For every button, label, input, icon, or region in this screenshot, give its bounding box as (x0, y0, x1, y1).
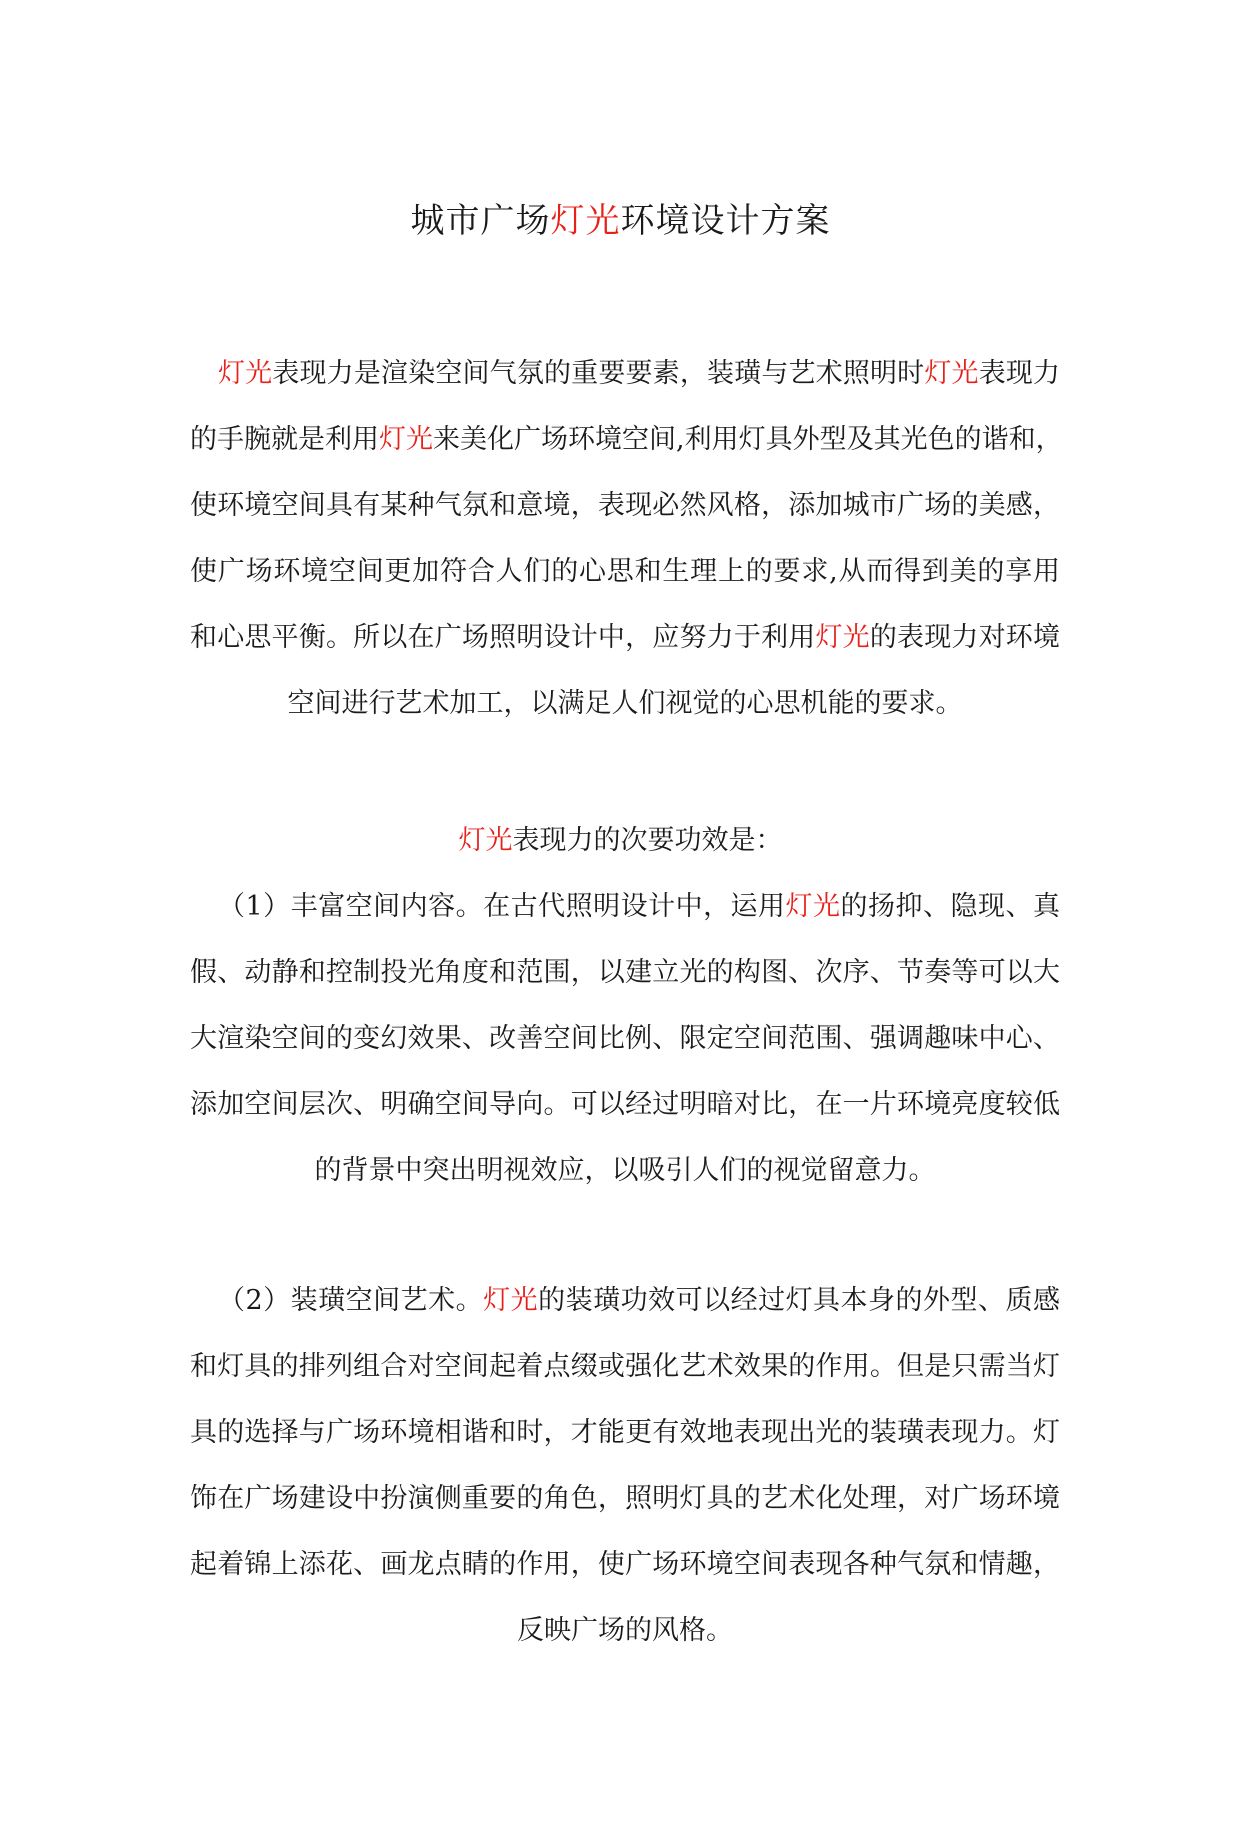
intro-line-5: 和心思平衡。所以在广场照明设计中，应努力于利用灯光的表现力对环境 (190, 622, 1061, 653)
item-2-line-1: （2）装璜空间艺术。灯光的装璜功效可以经过灯具本身的外型、质感 (218, 1285, 1061, 1316)
intro-line-6: 空间进行艺术加工，以满足人们视觉的心思机能的要求。 (287, 688, 963, 719)
section-subheading: 灯光表现力的次要功效是： (458, 825, 783, 856)
title-highlight: 灯光 (550, 201, 621, 241)
item-1-line-3: 大渲染空间的变幻效果、改善空间比例、限定空间范围、强调趣味中心、 (190, 1023, 1060, 1054)
item-1-line-5: 的背景中突出明视效应，以吸引人们的视觉留意力。 (314, 1155, 936, 1186)
item-2-line-6: 反映广场的风格。 (517, 1615, 733, 1646)
item-2-line-5: 起着锦上添花、画龙点睛的作用，使广场环境空间表现各种气氛和情趣， (190, 1549, 1060, 1580)
intro-line-4: 使广场环境空间更加符合人们的心思和生理上的要求,从而得到美的享用 (190, 556, 1060, 587)
title-pre: 城市广场 (410, 201, 551, 241)
item-1-line-1: （1）丰富空间内容。在古代照明设计中，运用灯光的扬抑、隐现、真 (218, 891, 1061, 922)
item-2-line-2: 和灯具的排列组合对空间起着点缀或强化艺术效果的作用。但是只需当灯 (190, 1351, 1060, 1382)
item-2-line-4: 饰在广场建设中扮演侧重要的角色，照明灯具的艺术化处理，对广场环境 (190, 1483, 1060, 1514)
intro-paragraph (190, 341, 1063, 737)
document-title (0, 196, 1241, 246)
intro-line-1: 灯光表现力是渲染空间气氛的重要要素，装璜与艺术照明时灯光表现力 (218, 358, 1061, 389)
item-2-paragraph (190, 1268, 1060, 1664)
item-1-paragraph (190, 874, 1060, 1204)
item-1-line-4: 添加空间层次、明确空间导向。可以经过明暗对比，在一片环境亮度较低 (190, 1089, 1060, 1120)
intro-line-3: 使环境空间具有某种气氛和意境，表现必然风格，添加城市广场的美感， (190, 490, 1060, 521)
intro-line-2: 的手腕就是利用灯光来美化广场环境空间,利用灯具外型及其光色的谐和， (190, 424, 1063, 455)
item-1-line-2: 假、动静和控制投光角度和范围，以建立光的构图、次序、节奏等可以大 (190, 957, 1060, 988)
item-2-line-3: 具的选择与广场环境相谐和时，才能更有效地表现出光的装璜表现力。灯 (190, 1417, 1060, 1448)
title-post: 环境设计方案 (620, 201, 831, 241)
